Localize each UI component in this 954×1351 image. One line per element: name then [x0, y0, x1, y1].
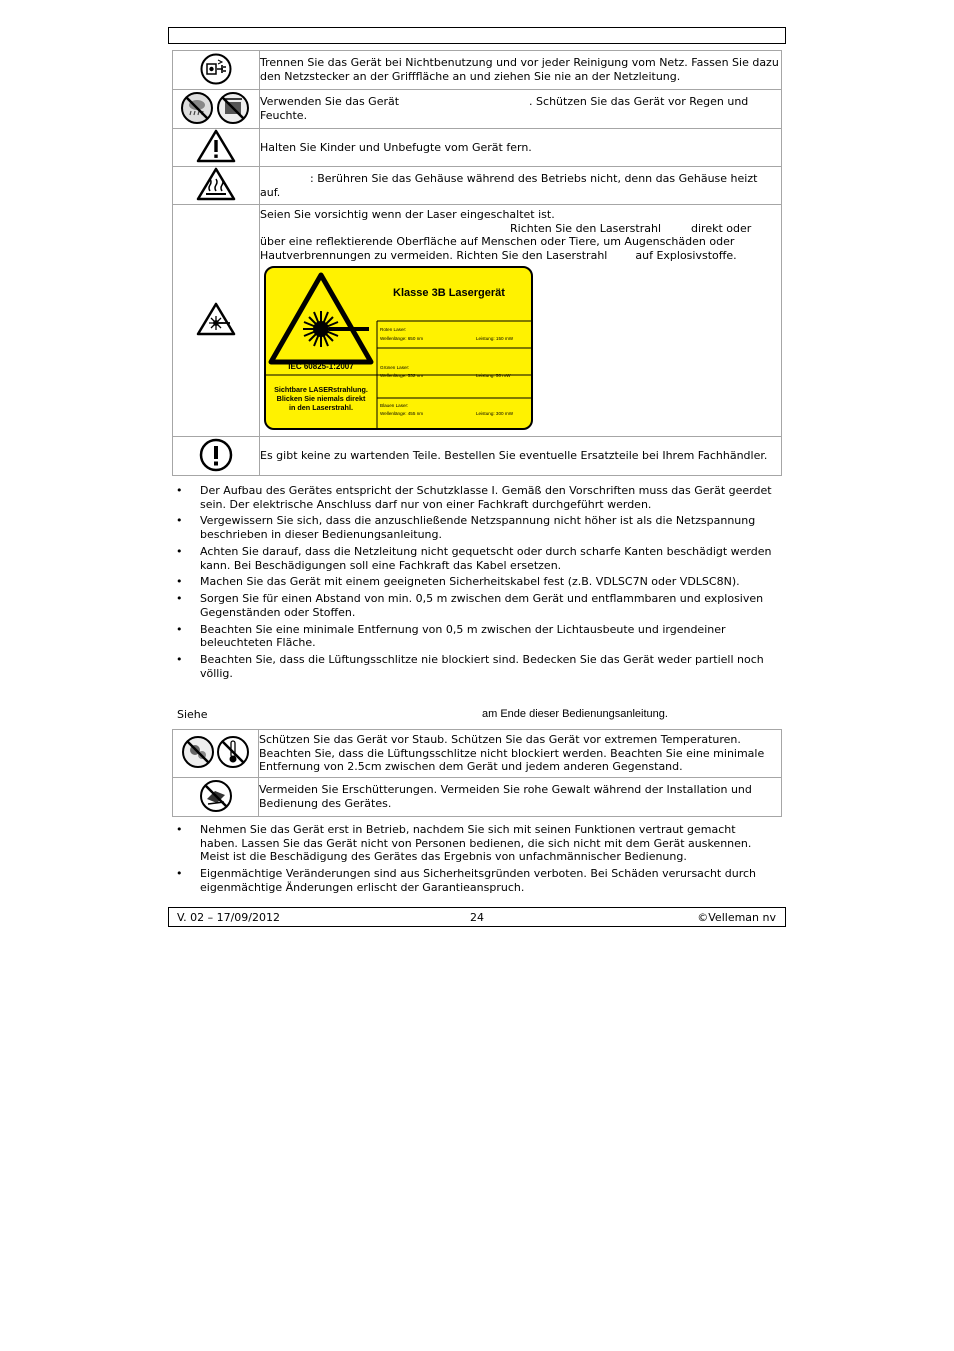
- row-text: : Berühren Sie das Gehäuse während des Betriebs nicht, denn das Gehäuse heizt auf.: [260, 171, 758, 199]
- dust-temperature-icon: [173, 730, 259, 778]
- table-row: [173, 730, 782, 778]
- list-item: • Der Aufbau des Gerätes entspricht der Schutzklasse I. Gemäß den Vorschriften muss das Gerät geerdet sein. Der elektrische Anschluss darf nur von einer Fachkraft durchgeführt werden.: [176, 484, 776, 511]
- table-row: [173, 167, 782, 205]
- hot-surface-icon: [173, 167, 260, 205]
- laser-red-power: Leistung: 150 mW: [476, 336, 514, 342]
- footer-version: V. 02 – 17/09/2012: [177, 911, 280, 924]
- list-item: • Beachten Sie, dass die Lüftungsschlitze nie blockiert sind. Bedecken Sie das Gerät weder partiell noch völlig.: [176, 653, 776, 680]
- list-item: • Machen Sie das Gerät mit einem geeigneten Sicherheitskabel fest (z.B. VDLSC7N oder VDLSC8N).: [176, 575, 776, 589]
- row-text-part-a: Verwenden Sie das Gerät: [260, 95, 400, 109]
- exclamation-circle-icon: [173, 437, 260, 476]
- label-warning-3: in den Laserstrahl.: [289, 403, 353, 413]
- label-iec: IEC 60825-1:2007: [288, 362, 354, 372]
- laser-text-line4a: Hautverbrennungen zu vermeiden. Richten Sie den Laserstrahl: [260, 248, 608, 262]
- siehe-label: Siehe: [177, 708, 208, 721]
- table-row: [173, 437, 782, 476]
- bullet-list-2: [176, 823, 776, 898]
- laser-green-wavelength: Wellenlänge: 532 nm: [380, 373, 424, 379]
- row-text: Es gibt keine zu wartenden Teile. Bestellen Sie eventuelle Ersatzteile bei Ihrem Fachhändler.: [260, 449, 768, 463]
- laser-blue-name: Blauen Laser:: [380, 403, 409, 409]
- table-row: [173, 778, 782, 817]
- table-row: [173, 129, 782, 167]
- shock-icon: [173, 778, 259, 817]
- row-text: Trennen Sie das Gerät bei Nichtbenutzung und vor jeder Reinigung vom Netz. Fassen Sie dazu den Netzstecker an der Grifffläche an und ziehen Sie nie an der Netzleitung.: [260, 56, 779, 83]
- laser-red-name: Roten Laser:: [380, 327, 407, 333]
- footer-copyright: ©Velleman nv: [697, 911, 776, 924]
- list-item: • Achten Sie darauf, dass die Netzleitung nicht gequetscht oder durch scharfe Kanten beschädigt werden kann. Bei Beschädigungen soll eine Fachkraft das Kabel ersetzen.: [176, 545, 776, 572]
- page-footer: [168, 907, 786, 927]
- bullet-list-1: [176, 484, 776, 684]
- table-row: [173, 205, 782, 437]
- laser-blue-power: Leistung: 300 mW: [476, 411, 514, 417]
- row-text: Vermeiden Sie Erschütterungen. Vermeiden Sie rohe Gewalt während der Installation und Bedienung des Gerätes.: [259, 783, 752, 810]
- laser-text-line4b: auf Explosivstoffe.: [635, 248, 737, 262]
- label-title: Klasse 3B Lasergerät: [393, 287, 505, 300]
- row-text-part-b: . Schützen Sie das Gerät vor Regen und Feuchte.: [260, 95, 749, 122]
- row-text: Schützen Sie das Gerät vor Staub. Schützen Sie das Gerät vor extremen Temperaturen. Beachten Sie, dass die Lüftungsschlitze nicht blockiert werden. Beachten Sie eine minimale Entfernung von 2.5cm zwischen dem Gerät und jedem anderen Gegenstand.: [259, 733, 765, 774]
- list-item: • Sorgen Sie für einen Abstand von min. 0,5 m zwischen dem Gerät und entflammbaren und explosiven Gegenständen oder Stoffen.: [176, 592, 776, 619]
- laser-text-line2a: Richten Sie den Laserstrahl: [510, 221, 662, 235]
- laser-green-name: Grünen Laser:: [380, 365, 410, 371]
- siehe-reference: am Ende dieser Bedienungsanleitung.: [482, 708, 668, 720]
- laser-blue-wavelength: Wellenlänge: 455 nm: [380, 411, 424, 417]
- laser-text-line1: Seien Sie vorsichtig wenn der Laser eingeschaltet ist.: [260, 208, 555, 221]
- label-warning-1: Sichtbare LASERstrahlung.: [274, 385, 368, 395]
- table-row: [173, 90, 782, 129]
- list-item: • Nehmen Sie das Gerät erst in Betrieb, nachdem Sie sich mit seinen Funktionen vertraut gemacht haben. Lassen Sie das Gerät nicht von Personen bedienen, die sich nicht mit dem Gerät auskennen. Meist ist die Beschädigung des Gerätes das Ergebnis von unfachmännischer Bedienung.: [176, 823, 776, 864]
- list-item: • Beachten Sie eine minimale Entfernung von 0,5 m zwischen der Lichtausbeute und irgendeiner beleuchteten Fläche.: [176, 623, 776, 650]
- laser-class-label: [264, 266, 534, 431]
- laser-warning-icon: [173, 205, 260, 437]
- row-text: Halten Sie Kinder und Unbefugte vom Gerät fern.: [260, 140, 532, 154]
- care-table: [172, 729, 782, 817]
- warning-triangle-icon: [173, 129, 260, 167]
- unplug-icon: [173, 51, 260, 90]
- laser-green-power: Leistung: 50 mW: [476, 373, 511, 379]
- no-rain-icon: [173, 90, 260, 129]
- list-item: • Vergewissern Sie sich, dass die anzuschließende Netzspannung nicht höher ist als die Netzspannung beschrieben in dieser Bedienungsanleitung.: [176, 514, 776, 541]
- laser-red-wavelength: Wellenlänge: 650 nm: [380, 336, 424, 342]
- safety-table: [172, 50, 782, 476]
- list-item: • Eigenmächtige Veränderungen sind aus Sicherheitsgründen verboten. Bei Schäden verursacht durch eigenmächtige Änderungen erlischt der Garantieanspruch.: [176, 867, 776, 894]
- label-warning-2: Blicken Sie niemals direkt: [276, 394, 366, 404]
- table-row: [173, 51, 782, 90]
- page-header-box: [168, 27, 786, 44]
- laser-text-line3: über eine reflektierende Oberfläche auf Menschen oder Tiere, um Augenschäden oder: [260, 235, 735, 249]
- footer-page-number: 24: [470, 911, 484, 924]
- laser-text-line2b: direkt oder: [691, 221, 752, 235]
